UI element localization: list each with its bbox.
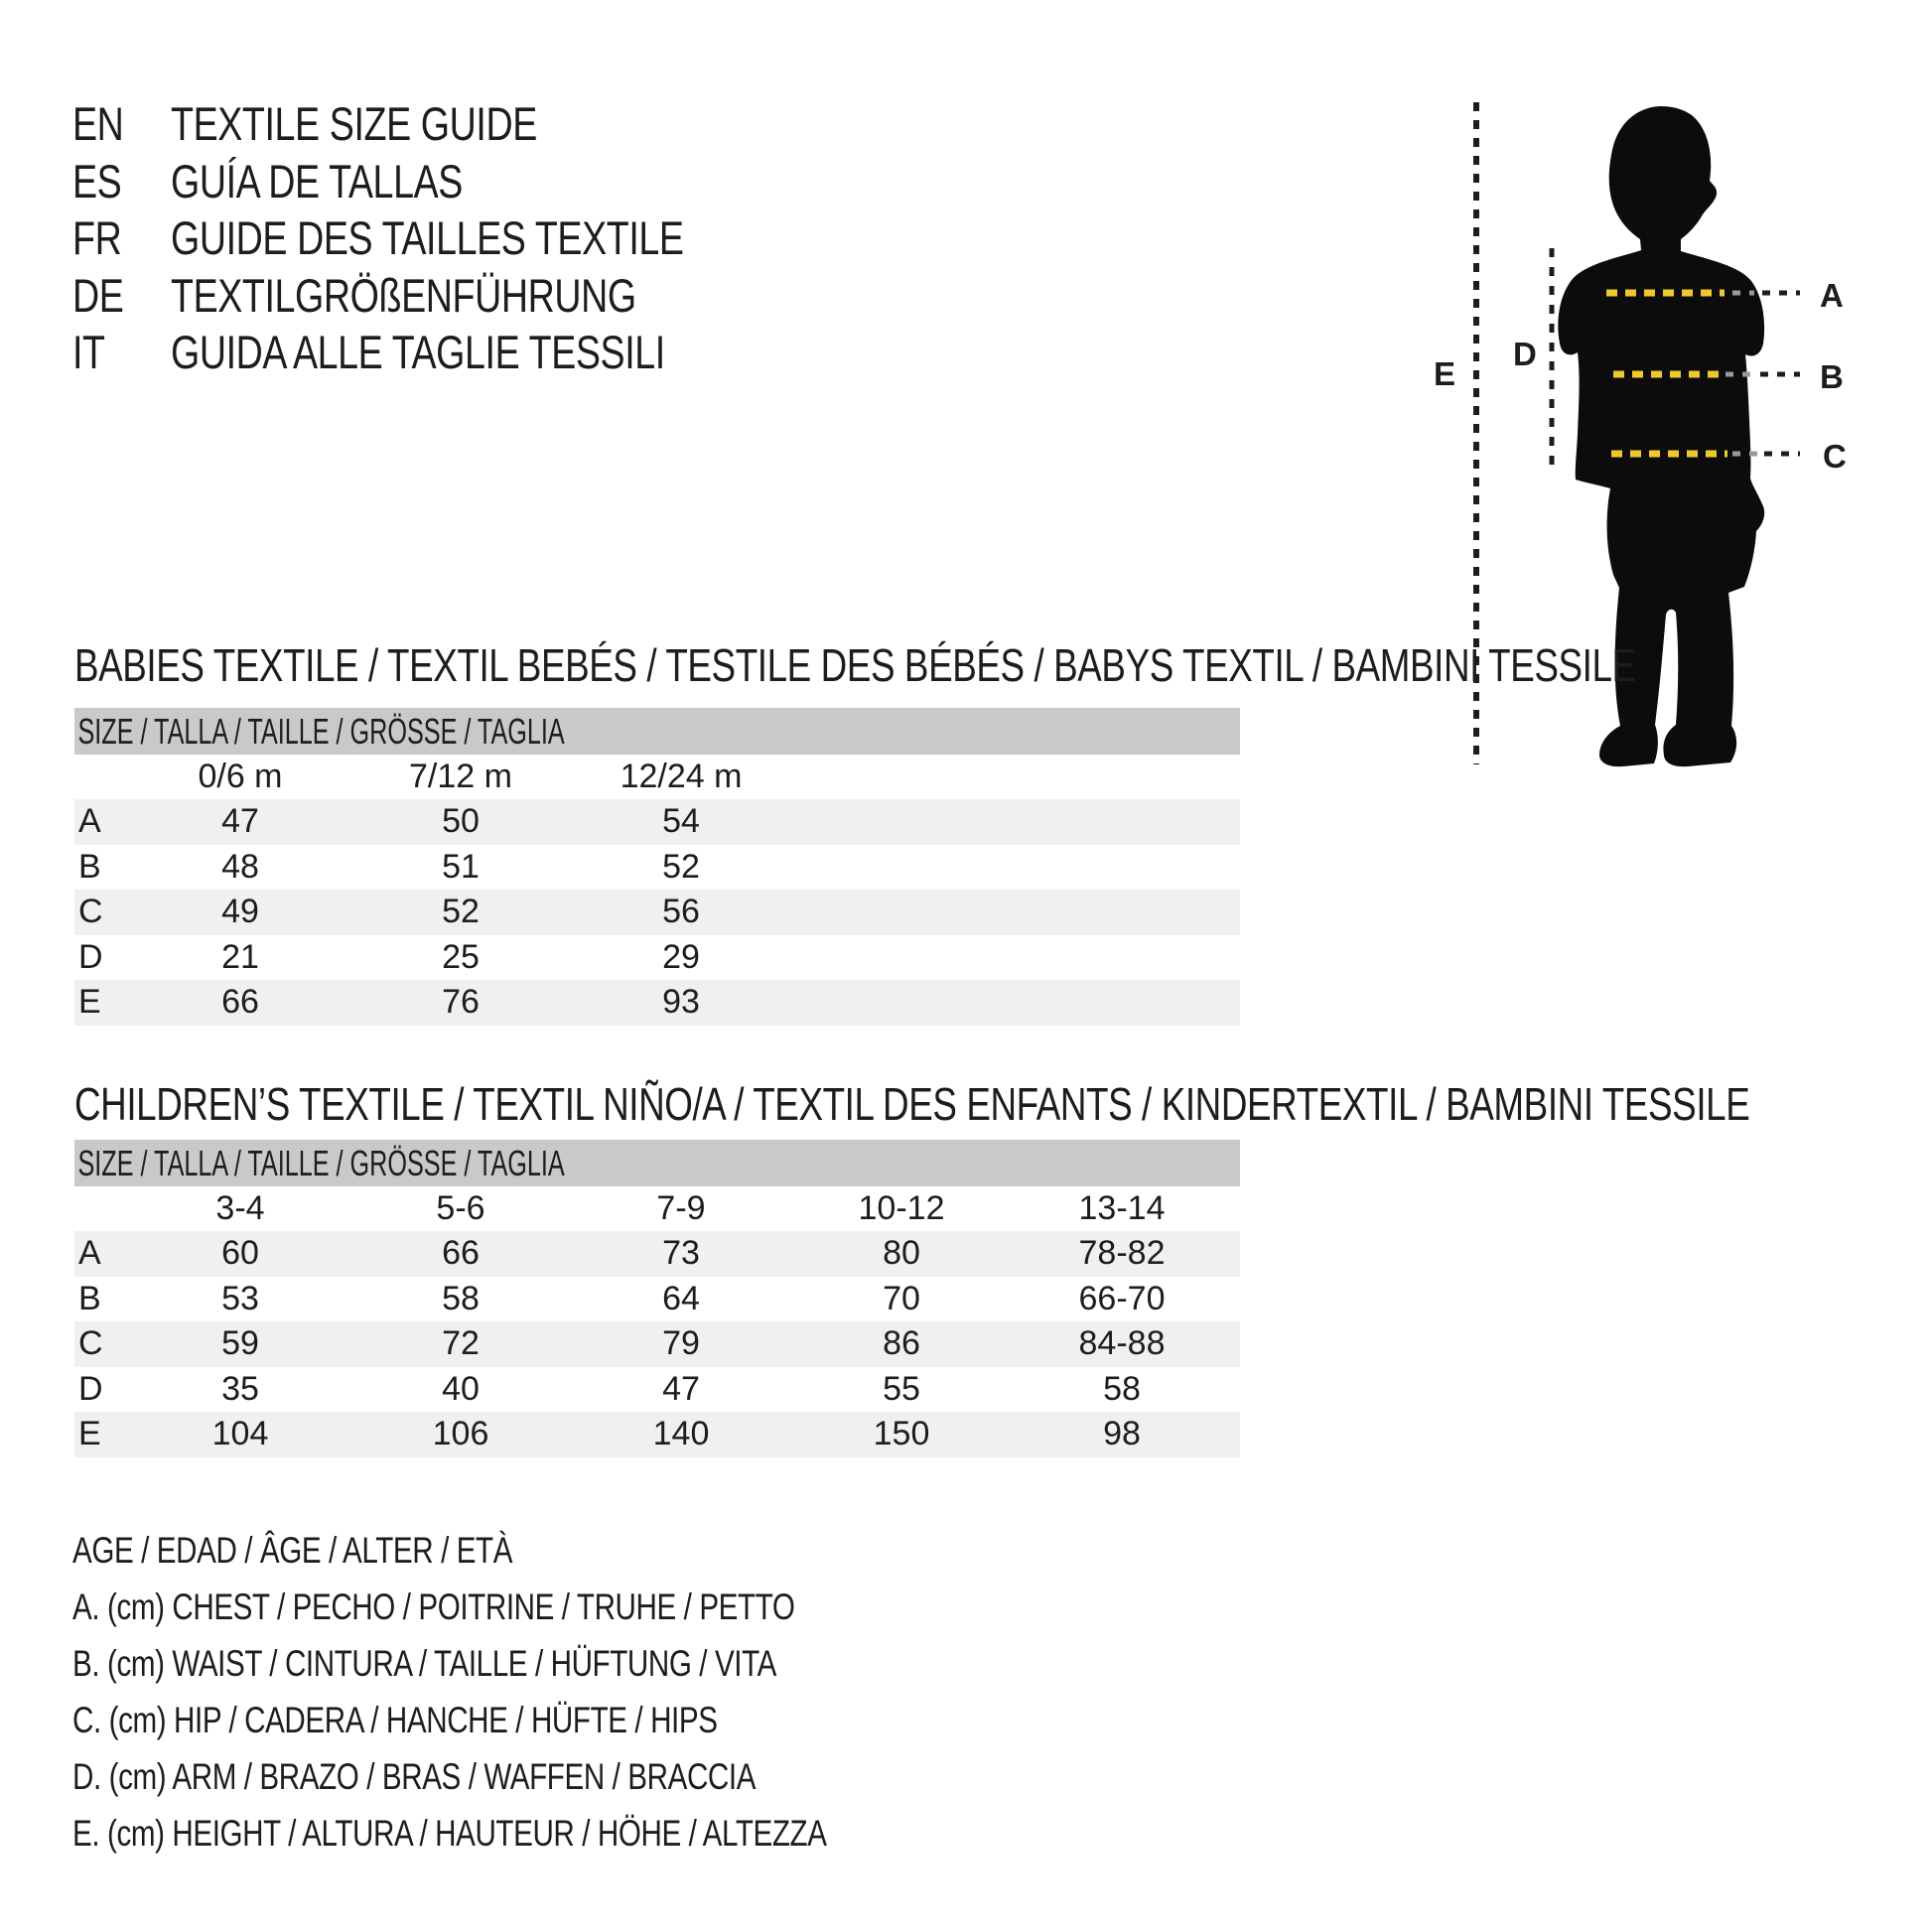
lang-code-de: DE	[72, 268, 124, 322]
legend-chest: A. (cm) CHEST / PECHO / POITRINE / TRUHE / PETTO	[72, 1587, 795, 1627]
children-col-3-4: 3-4	[215, 1189, 265, 1227]
children-row-b: B 53 58 64 70 66-70	[78, 1279, 1166, 1317]
figure-label-hip-c: C	[1823, 438, 1847, 475]
lang-line-fr	[72, 209, 812, 267]
babies-column-header-row	[74, 755, 1240, 799]
babies-col-7-12m: 7/12 m	[409, 758, 512, 795]
figure-label-height-e: E	[1434, 355, 1456, 392]
figure-label-waist-b: B	[1820, 358, 1844, 395]
babies-size-header-text: SIZE / TALLA / TAILLE / GRÖSSE / TAGLIA	[77, 710, 565, 752]
children-col-5-6: 5-6	[436, 1189, 485, 1227]
babies-size-header-bar	[74, 708, 1240, 755]
children-col-10-12: 10-12	[858, 1189, 945, 1227]
children-section-title: CHILDREN’S TEXTILE / TEXTIL NIÑO/A / TEXTIL DES ENFANTS / KINDERTEXTIL / BAMBINI TESSILE	[74, 1078, 1750, 1130]
guide-title-de: TEXTILGRÖßENFÜHRUNG	[171, 268, 636, 322]
guide-title-es: GUÍA DE TALLAS	[171, 154, 463, 207]
babies-row-b: B 48 51 52	[78, 847, 700, 886]
legend-height: E. (cm) HEIGHT / ALTURA / HAUTEUR / HÖHE / ALTEZZA	[72, 1813, 827, 1854]
measurement-legend	[72, 1522, 1015, 1862]
figure-label-chest-a: A	[1820, 277, 1844, 314]
children-size-header-bar	[74, 1140, 1240, 1186]
babies-row-d: D 21 25 29	[78, 937, 700, 976]
lang-line-en	[72, 95, 812, 153]
children-row-d: D 35 40 47 55 58	[78, 1369, 1141, 1408]
guide-title-it: GUIDA ALLE TAGLIE TESSILI	[171, 326, 665, 379]
guide-title-en: TEXTILE SIZE GUIDE	[171, 97, 537, 151]
children-col-7-9: 7-9	[656, 1189, 706, 1227]
children-row-a: A 60 66 73 80 78-82	[74, 1231, 1240, 1277]
lang-line-de	[72, 267, 812, 325]
legend-age: AGE / EDAD / ÂGE / ALTER / ETÀ	[72, 1530, 513, 1571]
lang-code-it: IT	[72, 326, 105, 379]
children-col-13-14: 13-14	[1078, 1189, 1166, 1227]
babies-size-table	[74, 755, 1240, 1026]
legend-waist: B. (cm) WAIST / CINTURA / TAILLE / HÜFTUNG / VITA	[72, 1643, 776, 1684]
guide-title-fr: GUIDE DES TAILLES TEXTILE	[171, 211, 684, 265]
children-size-header-text: SIZE / TALLA / TAILLE / GRÖSSE / TAGLIA	[77, 1142, 565, 1183]
language-title-block	[72, 95, 812, 381]
lang-line-es	[72, 153, 812, 210]
children-row-e: E 104 106 140 150 98	[74, 1412, 1240, 1457]
babies-row-e: E 66 76 93	[74, 980, 1240, 1026]
children-row-c: C 59 72 79 86 84-88	[74, 1321, 1240, 1367]
legend-hip: C. (cm) HIP / CADERA / HANCHE / HÜFTE / HIPS	[72, 1700, 718, 1740]
babies-col-0-6m: 0/6 m	[198, 758, 283, 795]
lang-code-en: EN	[72, 97, 124, 151]
babies-row-c: C 49 52 56	[74, 890, 1240, 935]
babies-section-title: BABIES TEXTILE / TEXTIL BEBÉS / TESTILE DES BÉBÉS / BABYS TEXTIL / BAMBINI TESSILE	[74, 639, 1636, 691]
children-column-header-row	[74, 1186, 1240, 1231]
lang-code-es: ES	[72, 154, 122, 207]
legend-arm: D. (cm) ARM / BRAZO / BRAS / WAFFEN / BRACCIA	[72, 1756, 757, 1797]
lang-line-it	[72, 324, 812, 381]
lang-code-fr: FR	[72, 211, 122, 265]
children-size-table	[74, 1186, 1240, 1457]
figure-label-arm-d: D	[1513, 336, 1537, 372]
babies-row-a: A 47 50 54	[74, 799, 1240, 845]
babies-col-12-24m: 12/24 m	[620, 758, 743, 795]
